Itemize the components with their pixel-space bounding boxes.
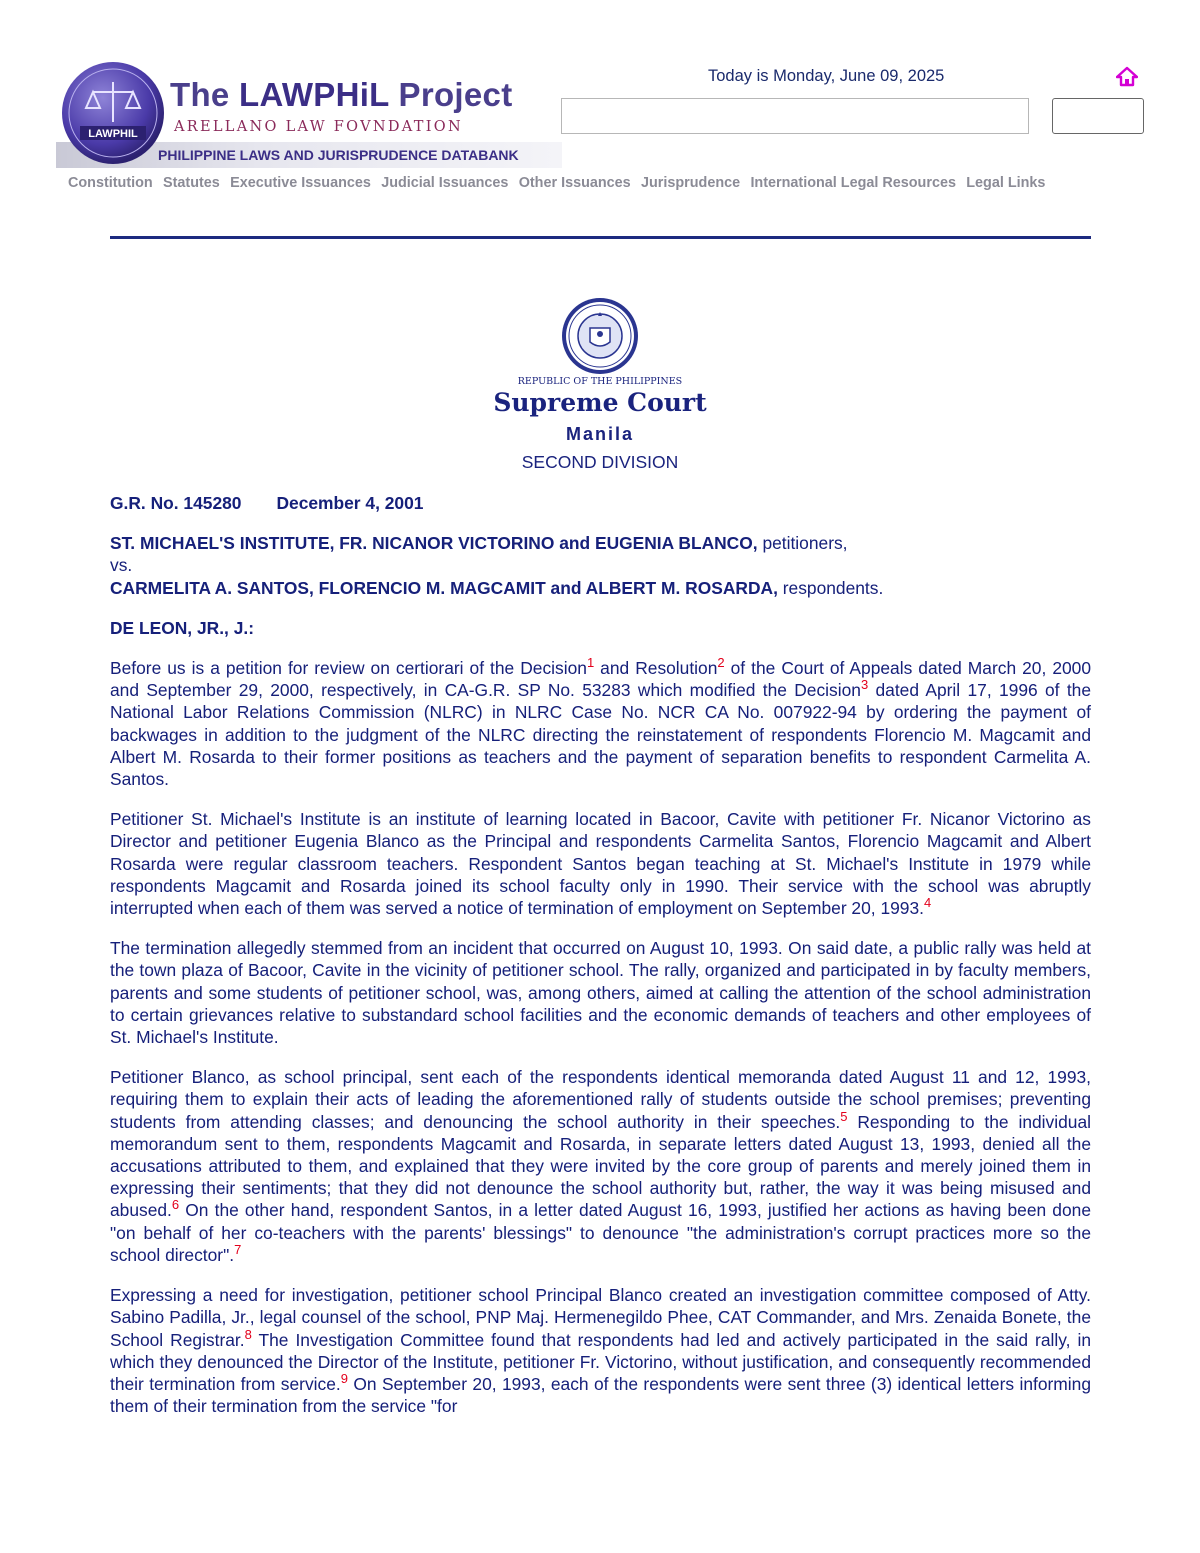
nav-legal-links[interactable]: Legal Links: [966, 175, 1046, 191]
emblem-text: LAWPHIL: [88, 128, 138, 140]
versus: vs.: [110, 555, 133, 576]
respondents: CARMELITA A. SANTOS, FLORENCIO M. MAGCAMIT and ALBERT M. ROSARDA,: [110, 577, 778, 598]
nav-executive-issuances[interactable]: Executive Issuances: [230, 175, 371, 191]
case-number: G.R. No. 145280: [110, 493, 242, 513]
footnote-link[interactable]: 9: [340, 1371, 348, 1387]
footnote-link[interactable]: 4: [923, 895, 932, 911]
case-date: December 4, 2001: [276, 493, 424, 513]
nav-constitution[interactable]: Constitution: [68, 175, 153, 191]
logo-title: The LAWPHiL Project: [170, 76, 513, 113]
paragraph: Petitioner St. Michael's Institute is an institute of learning located in Bacoor, Cavite with petitioner Fr. Nicanor Victorino as Director and petitioner Eugenia Blanco as the Principal and respondents Carmelita Santos, Florencio Magcamit and Albert Rosarda were regular classroom teachers. Respondent Santos began teaching at St. Michael's Institute in 1979 while respondents Magcamit and Rosarda joined its school faculty only in 1990. Their service with the school was abruptly interrupted when each of them was served a notice of termination of employment on September 20, 1993.$^4$: [110, 809, 1091, 919]
lawphil-emblem-icon: [60, 60, 166, 166]
nav-judicial-issuances[interactable]: Judicial Issuances: [381, 175, 509, 191]
footnote-link[interactable]: 1: [586, 655, 595, 671]
petitioners-role: petitioners,: [757, 533, 848, 554]
supreme-court-seal-icon: [560, 296, 640, 376]
home-icon[interactable]: [1116, 66, 1138, 88]
search-input[interactable]: [561, 98, 1029, 134]
court-city: Manila: [565, 424, 634, 444]
case-parties: [110, 532, 1091, 599]
paragraph: The termination allegedly stemmed from an incident that occurred on August 10, 1993. On said date, a public rally was held at the town plaza of Bacoor, Cavite in the vicinity of petitioner school. The rally, organized and participated in by faculty members, parents and some students of petitioner school, was, among others, aimed at calling the attention of the school administration to certain grievances relative to substandard school facilities and the economic demands of teachers and other employees of St. Michael's Institute.: [110, 938, 1091, 1048]
footnote-link[interactable]: 5: [840, 1108, 848, 1124]
today-date: Today is Monday, June 09, 2025: [708, 67, 945, 85]
lawphil-logo[interactable]: [56, 58, 562, 170]
paragraph: Expressing a need for investigation, petitioner school Principal Blanco created an investigation committee composed of Atty. Sabino Padilla, Jr., legal counsel of the school, PNP Maj. Hermenegildo Phee, CAT Commander, and Mrs. Zenaida Bonete, the School Registrar.$^8$ The Investigation Committee found that respondents had led and actively participated in the said rally, in which they denounced the Director of the Institute, petitioner Fr. Victorino, without justification, and consequently recommended their termination from service.$^9$ On September 20, 1993, each of the respondents were sent three (3) identical letters informing them of their termination from the service "for: [110, 1285, 1092, 1417]
footnote-link[interactable]: 3: [860, 677, 869, 693]
case-header: [110, 492, 1091, 514]
header-divider: [110, 236, 1091, 239]
court-name: Supreme Court: [493, 388, 707, 417]
footnote-link[interactable]: 8: [244, 1326, 252, 1342]
logo-subtitle: ARELLANO LAW FOVNDATION: [174, 119, 463, 135]
decision-body: [110, 492, 1091, 1435]
nav-international-legal-resources[interactable]: International Legal Resources: [750, 175, 956, 191]
republic-label: REPUBLIC OF THE PHILIPPINES: [517, 376, 683, 387]
ponente: DE LEON, JR., J.:: [110, 617, 254, 638]
respondents-role: respondents.: [777, 577, 884, 598]
nav-other-issuances[interactable]: Other Issuances: [518, 175, 631, 191]
nav-jurisprudence[interactable]: Jurisprudence: [640, 175, 741, 191]
nav-statutes[interactable]: Statutes: [163, 175, 220, 191]
paragraph: Petitioner Blanco, as school principal, sent each of the respondents identical memoranda dated August 11 and 12, 1993, requiring them to explain their acts of leading the aforementioned rally of students outside the school premises; preventing students from attending classes; and denouncing the school authority in their speeches.$^5$ Responding to the individual memorandum sent to them, respondents Magcamit and Rosarda, in separate letters dated August 13, 1993, denied all the accusations attributed to them, and explained that they were invited by the core group of parents and merely joined them in expressing their sentiments; that they did not denounce the school authority but, rather, the way it was being misused and abused.$^6$ On the other hand, respondent Santos, in a letter dated August 16, 1993, justified her actions as having been done "on behalf of her co-teachers with the parents' blessings" to denounce "the administration's corrupt practices more so the school director".$^7$: [110, 1067, 1091, 1265]
main-nav: [68, 175, 1052, 191]
footnote-link[interactable]: 6: [171, 1197, 180, 1213]
court-division: SECOND DIVISION: [521, 452, 679, 472]
logo-band-text: PHILIPPINE LAWS AND JURISPRUDENCE DATABANK: [158, 147, 519, 163]
paragraph: Before us is a petition for review on certiorari of the Decision$^1$ and Resolution$^2$ of the Court of Appeals dated March 20, 2000 and September 29, 2000, respectively, in CA-G.R. SP No. 53283 which modified the Decision$^3$ dated April 17, 1996 of the National Labor Relations Commission (NLRC) in NLRC Case No. NCR CA No. 007922-94 by ordering the payment of backwages in addition to the judgment of the NLRC directing the reinstatement of respondents Florencio M. Magcamit and Albert M. Rosarda to their former positions as teachers and the payment of separation benefits to respondent Carmelita A. Santos.: [110, 655, 1092, 790]
footnote-link[interactable]: 2: [717, 655, 725, 671]
footnote-link[interactable]: 7: [234, 1242, 242, 1258]
petitioners: ST. MICHAEL'S INSTITUTE, FR. NICANOR VICTORINO and EUGENIA BLANCO,: [110, 533, 758, 554]
search-button[interactable]: [1052, 98, 1144, 134]
